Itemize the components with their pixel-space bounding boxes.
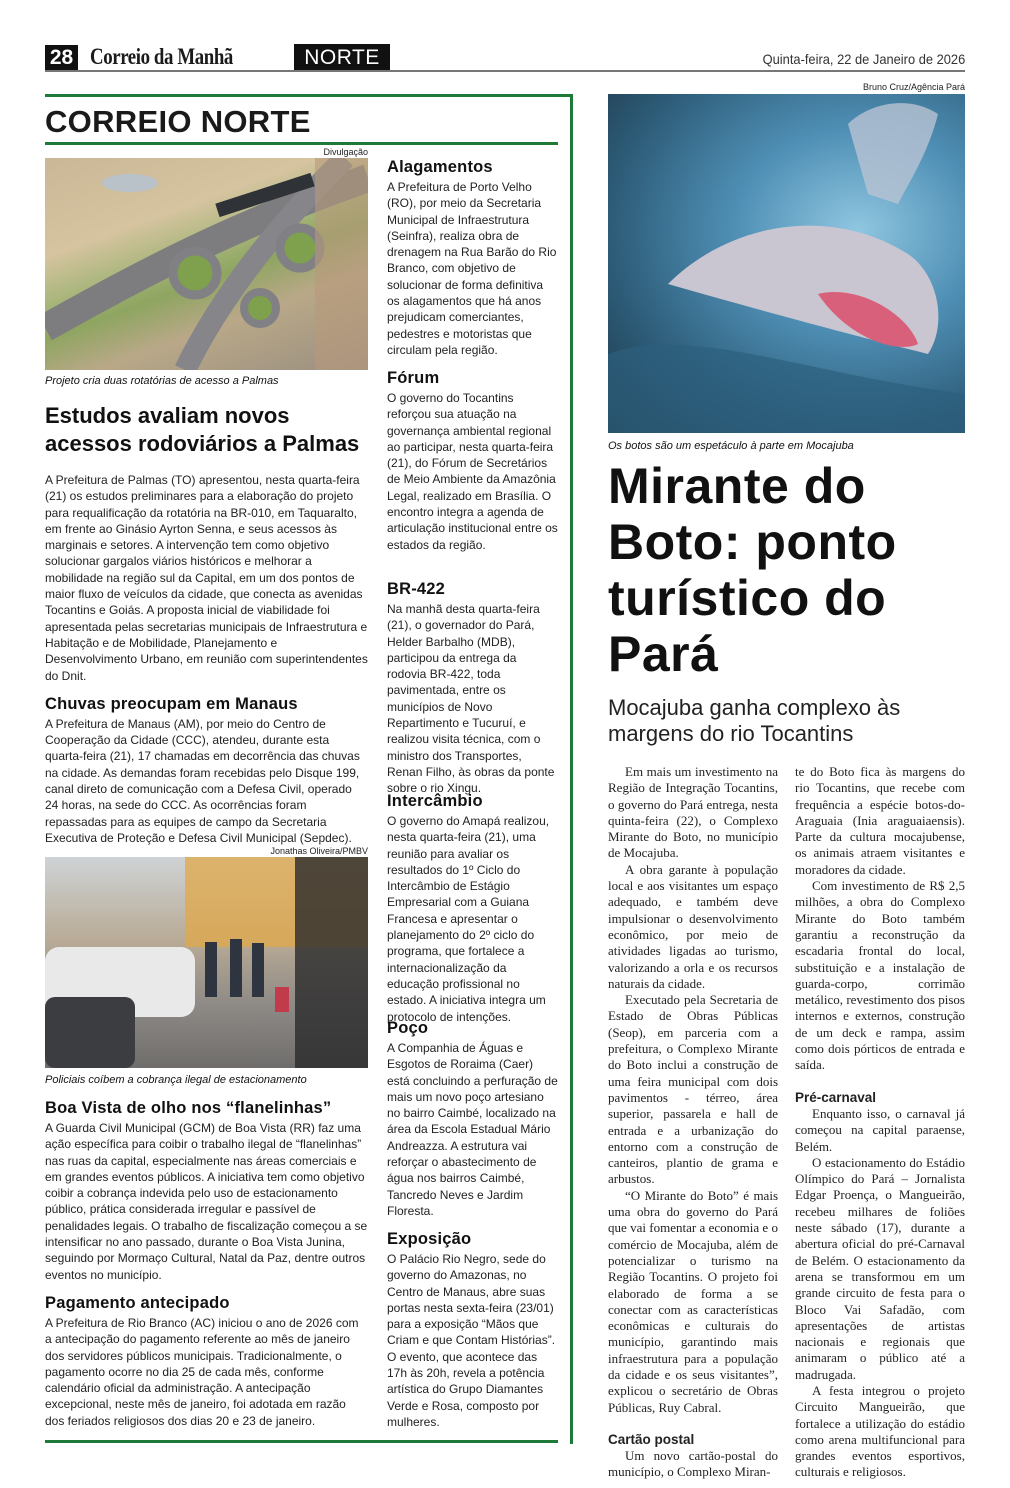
main-headline: Mirante do Boto: ponto turístico do Pará — [608, 458, 897, 682]
article-column-1 — [608, 764, 778, 1481]
brief-body: A Prefeitura de Porto Velho (RO), por meio da Secretaria Municipal de Infraestrutura (Seinfra), realiza obra de drenagem na Rua Barão do Rio Branco, com objetivo de solucionar de forma definitiva os alagamentos que há anos prejudicam comerciantes, pedestres e motoristas que circulam pela região. — [387, 180, 557, 357]
section-kicker: CORREIO NORTE — [45, 104, 311, 139]
chuvas-headline: Chuvas preocupam em Manaus — [45, 694, 298, 713]
brief-intercambio — [387, 791, 558, 1025]
masthead-logo: Correio da Manhã — [90, 44, 233, 69]
brief-body: O governo do Amapá realizou, nesta quarta-feira (21), uma reunião para avaliar os resultados do 1º Ciclo do Intercâmbio de Estágio Empresarial com a Guiana Francesa e apresentar o planejamento do 2º ciclo do programa, que fortalece a internacionalização da educação profissional no estado. A iniciativa integra um protocolo de intenções. — [387, 814, 550, 1024]
article-paragraph: Com investimento de R$ 2,5 milhões, a obra do Complexo Mirante do Boto também garantiu a reconstrução da escadaria frontal do local, substituição e a instalação de guarda-corpo, corrimão metálico, revestimento dos pisos internos e externos, construção de um deck e rampa, assim como dois pórticos de entrada e saída. — [795, 878, 965, 1073]
article-paragraph: Executado pela Secretaria de Estado de Obras Públicas (Seop), em parceria com a prefeitura, o Complexo Mirante do Boto inclui a construção de uma feira municipal com dois pavimentos - térreo, área superior, passarela e hall de entrada e a urbanização do entorno com a construção de canteiros, plantio de grama e arbustos. — [608, 992, 778, 1187]
roundabout-illustration — [45, 158, 368, 370]
brief-body: O Palácio Rio Negro, sede do governo do Amazonas, no Centro de Manaus, abre suas portas nesta sexta-feira (23/01) para a exposição “Mãos que Criam e que Contam Histórias”. O evento, que acontece das 17h às 20h, revela a potência artística do Grupo Diamantes Verde e Rosa, composto por mulheres. — [387, 1252, 556, 1429]
photo-street-police — [45, 857, 368, 1068]
article-paragraph: A obra garante à população local e aos visitantes um espaço adequado, e também deve impulsionar o desenvolvimento econômico, por meio de atividades ligadas ao turismo, valorizando a orla e os recursos naturais da cidade. — [608, 861, 778, 991]
lead-headline: Estudos avaliam novos acessos rodoviários a Palmas — [45, 403, 360, 456]
header-divider — [45, 70, 965, 72]
pagamento-body: A Prefeitura de Rio Branco (AC) iniciou o ano de 2026 com a antecipação do pagamento referente ao mês de janeiro dos servidores públicos municipais. Tradicionalmente, o pagamento ocorre no dia 25 de cada mês, conforme calendário oficial da administração. A antecipação excepcional, neste mês de janeiro, foi adotada em razão dos feriados religiosos dos dias 20 e 23 de janeiro. — [45, 1315, 359, 1428]
boavista-body: A Guarda Civil Municipal (GCM) de Boa Vista (RR) faz uma ação específica para coibir o trabalho ilegal de “flanelinhas” nas ruas da capital, especialmente nas áreas comerciais e em grandes eventos públicos. A iniciativa tem como objetivo coibir a cobrança indevida pelo uso de estacionamento público, prática considerada irregular e passível de penalidades legais. O trabalho de fiscalização começou a se intensificar no ano passado, durante o Boa Vista Junina, seguindo por Mormaço Cultural, Natal da Paz, dentre outros eventos no município. — [45, 1121, 368, 1282]
photo-river-dolphin — [608, 94, 965, 433]
brief-headline: Poço — [387, 1019, 429, 1037]
pagamento-headline: Pagamento antecipado — [45, 1293, 230, 1312]
subhead-cartao-postal: Cartão postal — [608, 1431, 695, 1447]
brief-headline: Fórum — [387, 369, 440, 387]
brief-body: A Companhia de Águas e Esgotos de Roraima (Caer) está concluindo a perfuração de mais um novo poço artesiano no bairro Caimbé, localizado na área da Escola Estadual Mário Andreazza. A estrutura vai reforçar o abastecimento de água nos bairros Caimbé, Tancredo Neves e Jardim Floresta. — [387, 1041, 558, 1218]
subheadline: Mocajuba ganha complexo às margens do rio Tocantins — [608, 695, 901, 746]
issue-date: Quinta-feira, 22 de Janeiro de 2026 — [762, 51, 965, 67]
photo-credit: Divulgação — [323, 147, 368, 157]
street-scene-illustration — [45, 857, 368, 1068]
boavista-headline: Boa Vista de olho nos “flanelinhas” — [45, 1099, 332, 1117]
page-number: 28 — [45, 45, 78, 70]
section-label: NORTE — [294, 44, 390, 71]
photo-caption: Os botos são um espetáculo à parte em Mocajuba — [608, 440, 854, 452]
dolphin-illustration — [608, 94, 965, 433]
section-right-rule — [570, 94, 573, 1444]
section-bottom-rule — [45, 1440, 558, 1443]
brief-body: Na manhã desta quarta-feira (21), o governador do Pará, Helder Barbalho (MDB), participou da entrega da rodovia BR-422, toda pavimentada, entre os municípios de Novo Repartimento e Tucuruí, e realizou visita técnica, com o ministro dos Transportes, Renan Filho, às obras da ponte sobre o rio Xingu. — [387, 602, 555, 796]
brief-headline: Alagamentos — [387, 158, 493, 176]
photo-caption: Policiais coíbem a cobrança ilegal de estacionamento — [45, 1074, 307, 1086]
article-paragraph: Enquanto isso, o carnaval já começou na capital paraense, Belém. — [795, 1105, 965, 1154]
photo-credit: Bruno Cruz/Agência Pará — [862, 82, 965, 92]
brief-exposicao — [387, 1229, 558, 1430]
brief-alagamentos — [387, 157, 558, 358]
brief-forum — [387, 368, 558, 553]
photo-caption: Projeto cria duas rotatórias de acesso a Palmas — [45, 375, 279, 387]
brief-br422 — [387, 579, 558, 797]
lead-body: A Prefeitura de Palmas (TO) apresentou, nesta quarta-feira (21) os estudos preliminares para a elaboração do projeto para requalificação da rotatória na BR-010, em Taquaralto, em frente ao Ginásio Ayrton Senna, e seus acessos às marginais e setores. A intervenção tem como objetivo solucionar gargalos viários históricos e melhorar a mobilidade na região sul da Capital, em um dos pontos de maior fluxo de veículos da cidade, que conecta as avenidas Tocantins e Goiás. A proposta inicial de viabilidade foi apresentada pelas secretarias municipais de Infraestrutura e Habitação e de Mobilidade, Planejamento e Desenvolvimento Urbano, em reunião com superintendentes do Dnit. — [45, 473, 368, 683]
photo-credit: Jonathas Oliveira/PMBV — [270, 846, 368, 856]
photo-roundabout-render — [45, 158, 368, 370]
chuvas-body: A Prefeitura de Manaus (AM), por meio do Centro de Cooperação da Cidade (CCC), atendeu, durante esta quarta-feira (21), 17 chamadas em decorrência das chuvas na cidade. As demandas foram recebidas pelo Disque 199, canal direto de comunicação com a Defesa Civil, operado 24 horas, na sede do CCC. As ocorrências foram repassadas para as equipes de campo da Secretaria Executiva de Proteção e Defesa Civil Municipal (Sepdec). — [45, 716, 360, 845]
brief-headline: BR-422 — [387, 580, 446, 598]
article-paragraph: Um novo cartão-postal do município, o Complexo Miran- — [608, 1448, 778, 1480]
brief-headline: Intercâmbio — [387, 792, 483, 810]
brief-poco — [387, 1018, 558, 1219]
article-paragraph: Em mais um investimento na Região de Integração Tocantins, o governo do Pará entrega, nesta quinta-feira (22), o Complexo Mirante do Boto, no município de Mocajuba. — [608, 764, 778, 861]
subhead-pre-carnaval: Pré-carnaval — [795, 1089, 877, 1105]
brief-body: O governo do Tocantins reforçou sua atuação na governança ambiental regional ao participar, nesta quarta-feira (21), do Fórum de Secretários de Meio Ambiente da Amazônia Legal, realizado em Brasília. O encontro integra a agenda de articulação institucional entre os estados da região. — [387, 391, 558, 552]
article-column-2 — [795, 764, 965, 1481]
brief-headline: Exposição — [387, 1230, 472, 1248]
kicker-rule — [45, 142, 558, 145]
section-top-rule — [45, 94, 573, 97]
article-paragraph: te do Boto fica às margens do rio Tocantins, que recebe com frequência a espécie botos-do-Araguaia (Inia araguaiaensis). Parte da cultura mocajubense, os animais atraem visitantes e moradores da cidade. — [795, 764, 965, 877]
article-paragraph: O estacionamento do Estádio Olímpico do Pará – Jornalista Edgar Proença, o Mangueirão, recebeu milhares de foliões neste sábado (17), durante a abertura oficial do pré-Carnaval de Belém. O estacionamento da arena se transformou em um grande circuito de festa para o Bloco Vai Safadão, com apresentações de artistas nacionais e regionais que animaram o público até a madrugada. — [795, 1154, 965, 1382]
article-paragraph: “O Mirante do Boto” é mais uma obra do governo do Pará que vai fomentar a economia e o comércio de Mocajuba, além de potencializar o turismo na Região Tocantins. O projeto foi elaborado de forma a se conectar com as características econômicas e culturais do município, garantindo mais infraestrutura para a população da cidade e os seus visitantes”, explicou o secretário de Obras Públicas, Ruy Cabral. — [608, 1187, 778, 1415]
article-paragraph: A festa integrou o projeto Circuito Mangueirão, que fortalece a utilização do estádio como arena multifuncional para grandes eventos esportivos, culturais e religiosos. — [795, 1382, 965, 1480]
